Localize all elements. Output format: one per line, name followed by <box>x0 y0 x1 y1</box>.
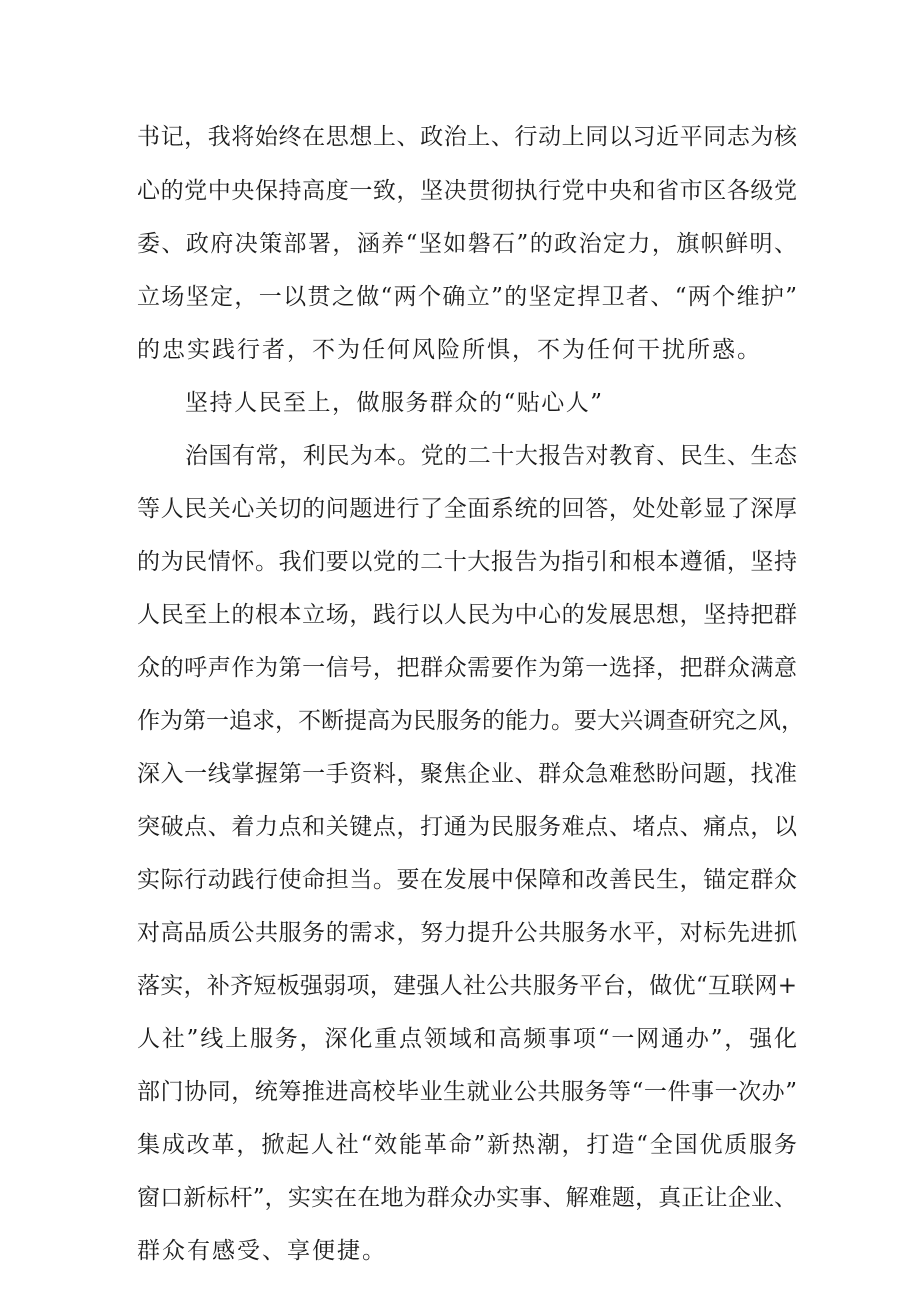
paragraph-1-line-5: 的忠实践行者，不为任何风险所惧，不为任何干扰所惑。 <box>137 337 762 363</box>
paragraph-2-line-7: 深入一线掌握第一手资料，聚焦企业、群众急难愁盼问题，找准 <box>137 761 797 787</box>
paragraph-2-line-14: 集成改革，掀起人社“效能革命”新热潮，打造“全国优质服务 <box>137 1132 797 1158</box>
paragraph-2-line-16: 群众有感受、享便捷。 <box>137 1238 387 1264</box>
paragraph-1-line-3: 委、政府决策部署，涵养“坚如磐石”的政治定力，旗帜鲜明、 <box>137 231 797 257</box>
paragraph-2-line-8: 突破点、着力点和关键点，打通为民服务难点、堵点、痛点，以 <box>137 814 797 840</box>
paragraph-2-line-9: 实际行动践行使命担当。要在发展中保障和改善民生，锚定群众 <box>137 867 797 893</box>
paragraph-2-line-11: 落实，补齐短板强弱项，建强人社公共服务平台，做优“互联网+ <box>137 973 797 999</box>
paragraph-2-line-10: 对高品质公共服务的需求，努力提升公共服务水平，对标先进抓 <box>137 920 797 946</box>
paragraph-2-line-15: 窗口新标杆”，实实在在地为群众办实事、解难题，真正让企业、 <box>137 1185 797 1211</box>
paragraph-1-line-2: 心的党中央保持高度一致，坚决贯彻执行党中央和省市区各级党 <box>137 178 797 204</box>
paragraph-2-line-13: 部门协同，统筹推进高校毕业生就业公共服务等“一件事一次办” <box>137 1079 797 1105</box>
section-heading: 坚持人民至上，做服务群众的“贴心人” <box>185 390 604 416</box>
paragraph-2-line-4: 人民至上的根本立场，践行以人民为中心的发展思想，坚持把群 <box>137 602 797 628</box>
paragraph-2-line-2: 等人民关心关切的问题进行了全面系统的回答，处处彰显了深厚 <box>137 496 797 522</box>
paragraph-1-line-4: 立场坚定，一以贯之做“两个确立”的坚定捍卫者、“两个维护” <box>137 284 797 310</box>
paragraph-2-line-5: 众的呼声作为第一信号，把群众需要作为第一选择，把群众满意 <box>137 655 797 681</box>
paragraph-2-line-12: 人社”线上服务，深化重点领域和高频事项“一网通办”，强化 <box>137 1026 797 1052</box>
paragraph-2-line-3: 的为民情怀。我们要以党的二十大报告为指引和根本遵循，坚持 <box>137 549 797 575</box>
paragraph-2-line-1: 治国有常，利民为本。党的二十大报告对教育、民生、生态 <box>185 443 797 469</box>
paragraph-1-line-1: 书记，我将始终在思想上、政治上、行动上同以习近平同志为核 <box>137 124 797 150</box>
paragraph-2-line-6: 作为第一追求，不断提高为民服务的能力。要大兴调查研究之风， <box>137 708 804 734</box>
